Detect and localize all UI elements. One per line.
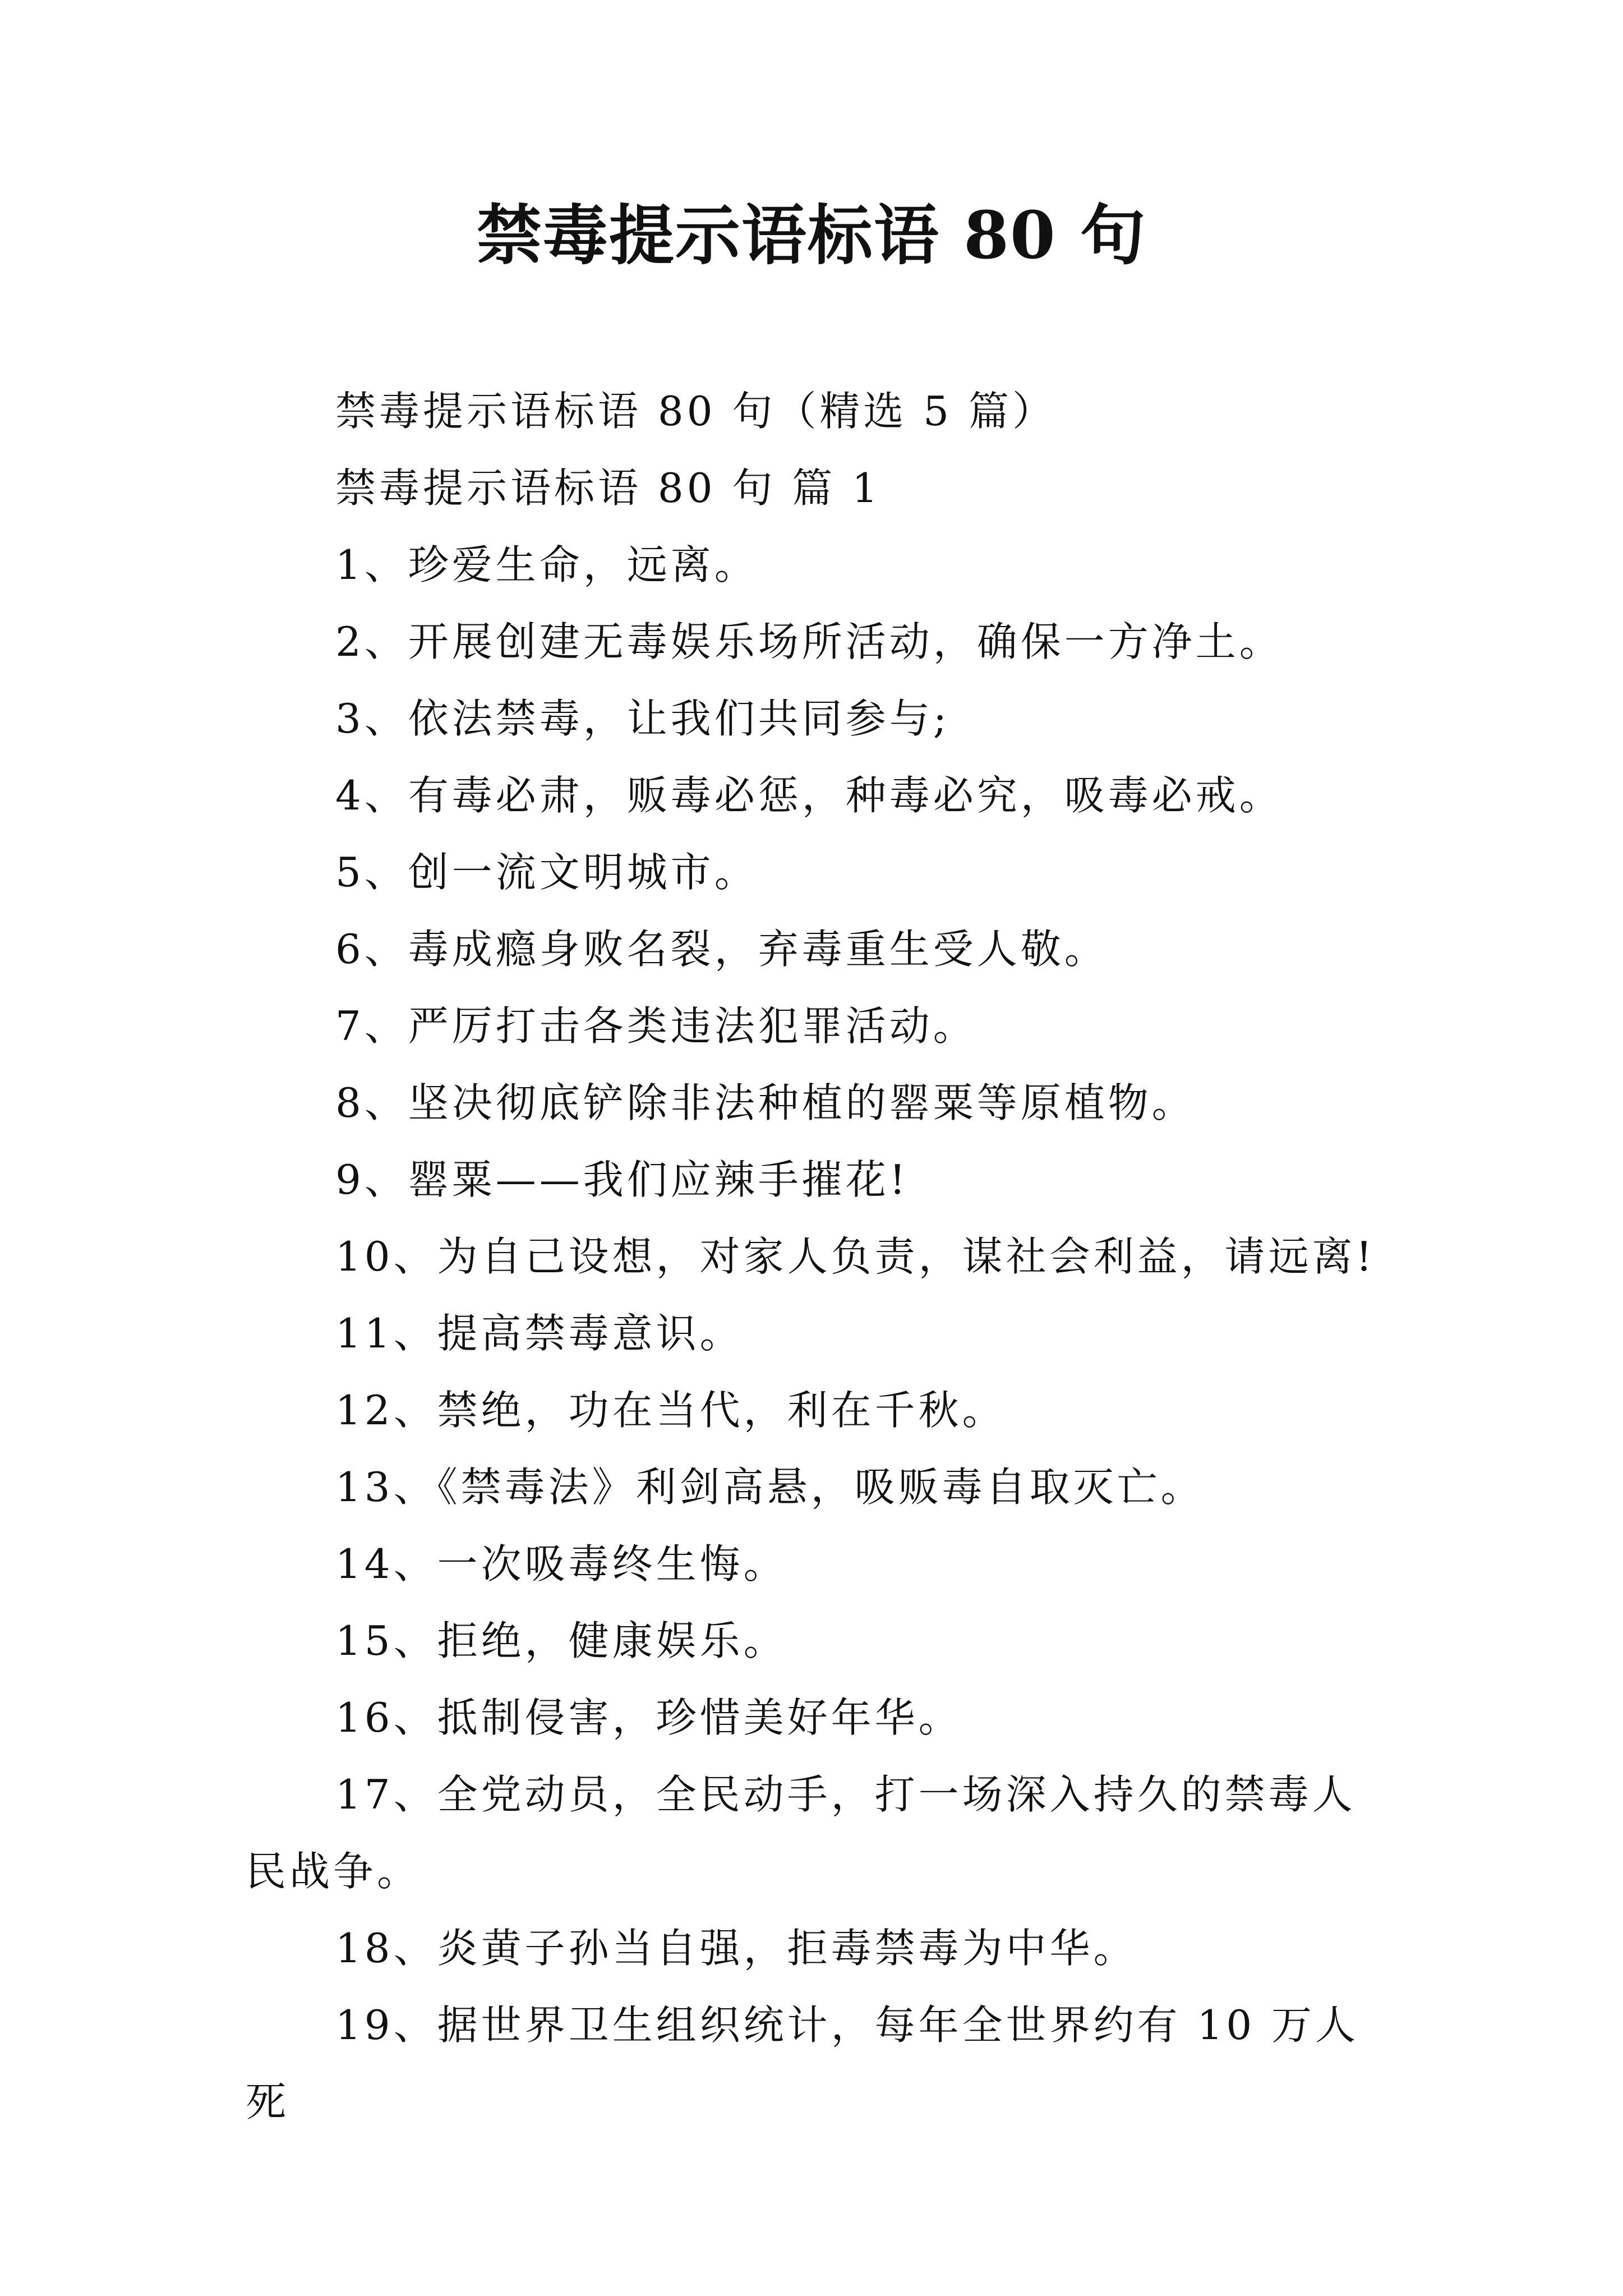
- slogan-item: 17、全党动员，全民动手，打一场深入持久的禁毒人民战争。: [246, 1771, 1356, 1895]
- slogan-item: 5、创一流文明城市。: [335, 849, 758, 896]
- slogan-item: 8、坚决彻底铲除非法种植的罂粟等原植物。: [335, 1079, 1196, 1126]
- document-body: [246, 373, 1384, 2141]
- slogan-item: 11、提高禁毒意识。: [335, 1310, 744, 1357]
- slogan-item: 9、罂粟——我们应辣手摧花!: [335, 1156, 909, 1203]
- slogan-item: 3、依法禁毒，让我们共同参与;: [335, 695, 951, 742]
- slogan-item: 14、一次吸毒终生悔。: [335, 1540, 787, 1588]
- slogan-item: 18、炎黄子孙当自强，拒毒禁毒为中华。: [335, 1925, 1137, 1972]
- slogan-item: 10、为自己设想，对家人负责，谋社会利益，请远离!: [335, 1233, 1376, 1280]
- paragraph-subtitle: 禁毒提示语标语 80 句（精选 5 篇）: [335, 388, 1056, 435]
- slogan-item: 1、珍爱生命，远离。: [335, 541, 758, 588]
- slogan-item: 7、严厉打击各类违法犯罪活动。: [335, 1002, 977, 1050]
- slogan-item: 19、据世界卫生组织统计，每年全世界约有 10 万人死: [246, 2001, 1359, 2125]
- slogan-item: 2、开展创建无毒娱乐场所活动，确保一方净土。: [335, 618, 1283, 665]
- slogan-item: 16、抵制侵害，珍惜美好年华。: [335, 1694, 962, 1741]
- paragraph-section-heading: 禁毒提示语标语 80 句 篇 1: [335, 464, 881, 512]
- slogan-item: 15、拒绝，健康娱乐。: [335, 1617, 787, 1664]
- slogan-item: 6、毒成瘾身败名裂，弃毒重生受人敬。: [335, 926, 1108, 973]
- slogan-item: 12、禁绝，功在当代，利在千秋。: [335, 1387, 1006, 1434]
- slogan-item: 4、有毒必肃，贩毒必惩，种毒必究，吸毒必戒。: [335, 772, 1283, 819]
- document-title: 禁毒提示语标语 80 句: [476, 197, 1147, 274]
- slogan-item: 13、《禁毒法》利剑高悬，吸贩毒自取灭亡。: [335, 1464, 1205, 1511]
